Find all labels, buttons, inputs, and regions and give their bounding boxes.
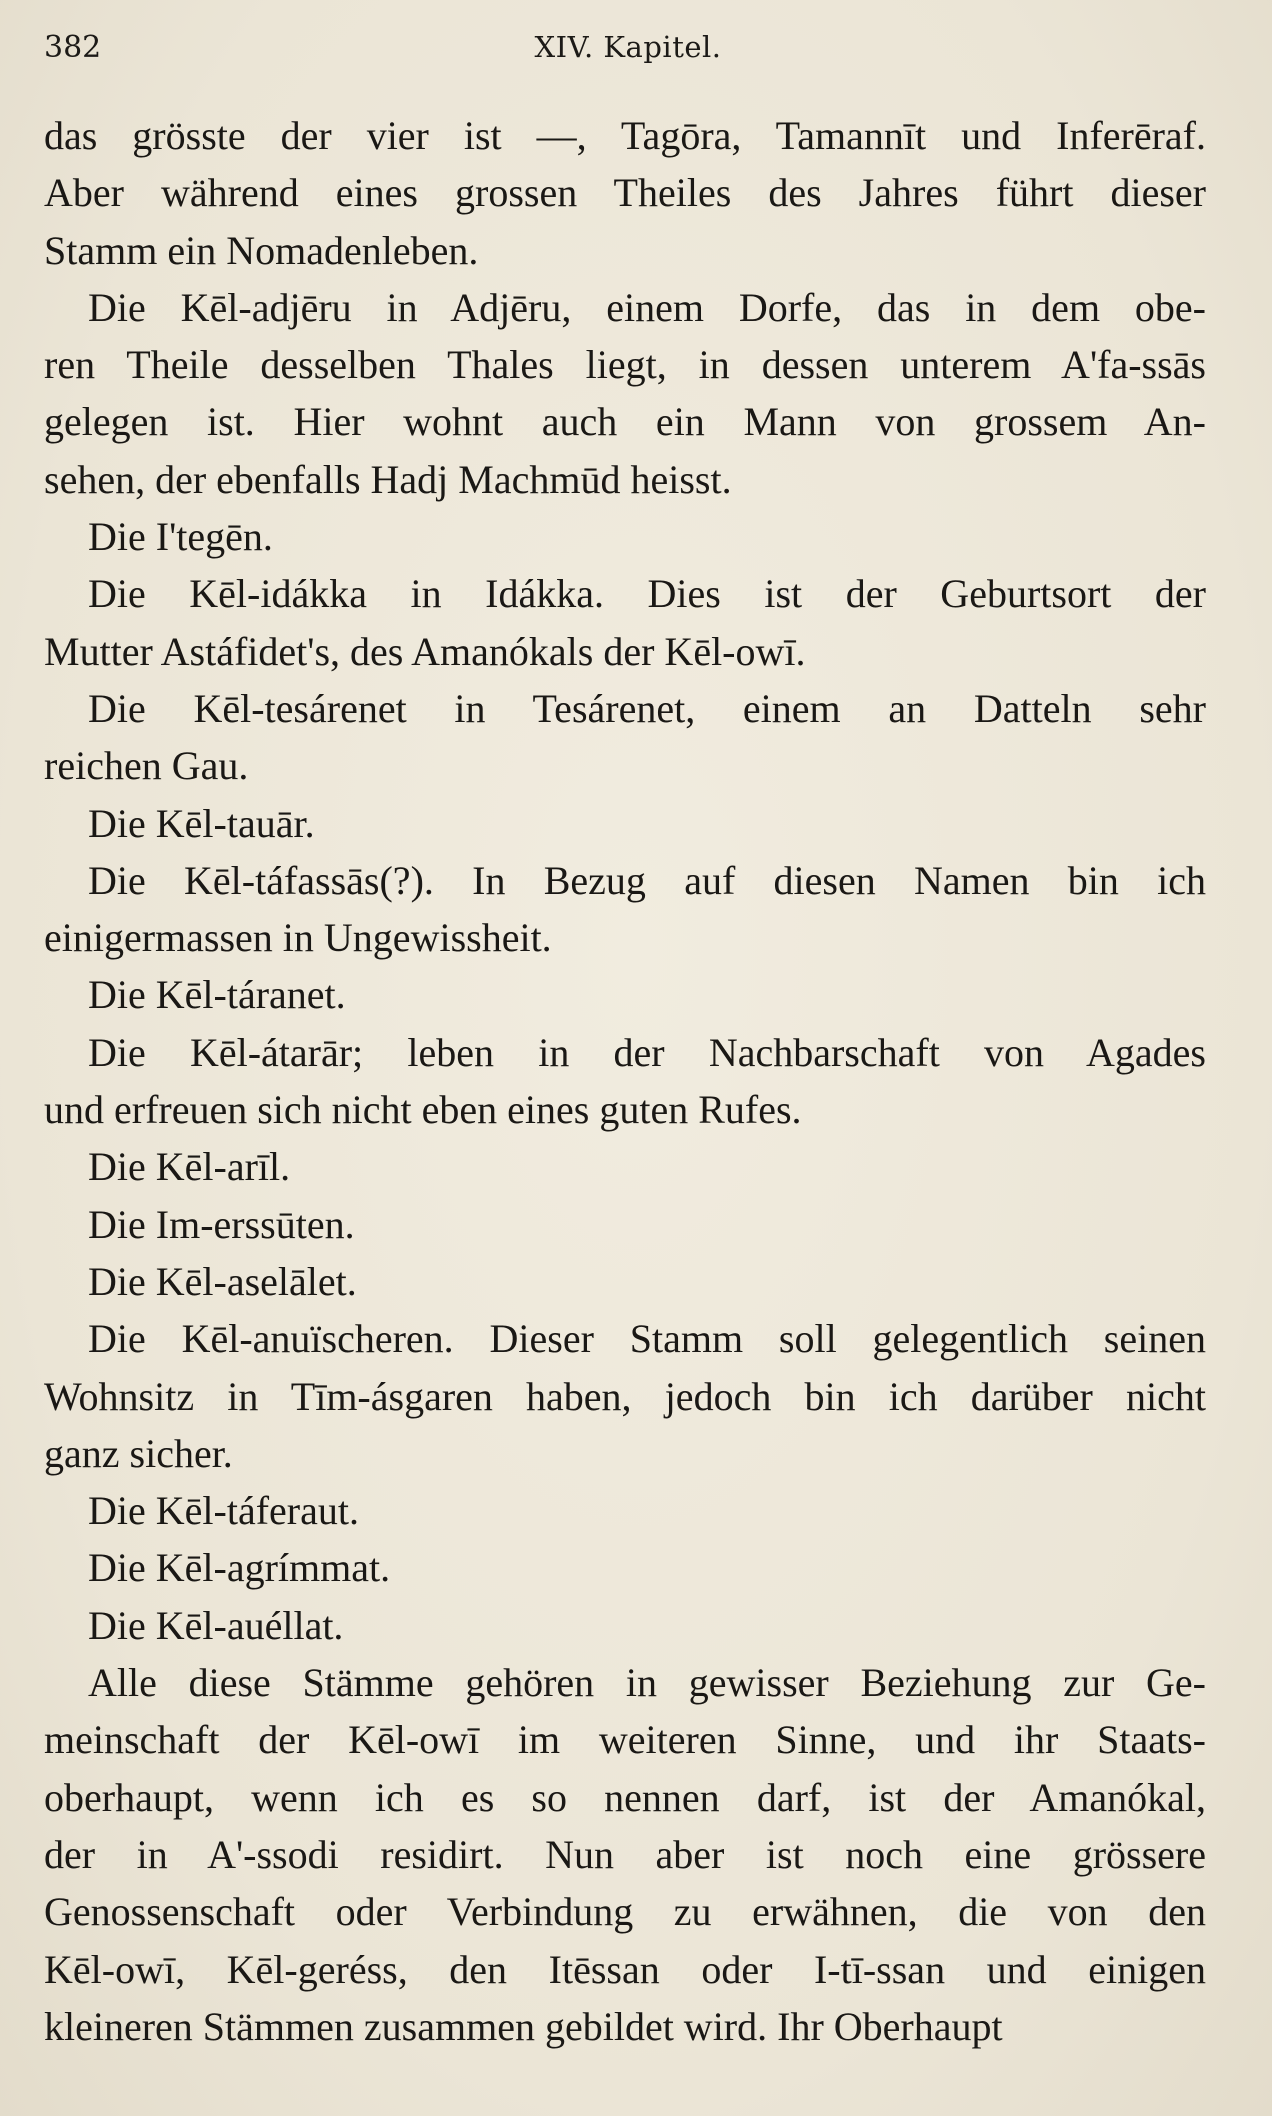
paragraph: [44, 1482, 1206, 1539]
text-line: Die Kēl-auéllat.: [88, 1602, 344, 1648]
text-line: Mutter Astáfidet's, des Amanókals der Kēl-owī.: [44, 628, 806, 674]
text-line: Die Kēl-adjēru in Adjēru, einem Dorfe, das in dem obe-: [88, 284, 1206, 330]
text-line: Die Kēl-táfassās(?). In Bezug auf diesen Namen bin ich: [88, 857, 1206, 903]
paragraph: [44, 1654, 1206, 2055]
paragraph: [44, 1253, 1206, 1310]
text-line: Die Kēl-tauār.: [88, 800, 315, 846]
paragraph: [44, 1024, 1206, 1139]
paragraph: [44, 1196, 1206, 1253]
text-line: Die I'tegēn.: [88, 514, 273, 560]
text-line: der in A'-ssodi residirt. Nun aber ist noch eine grössere: [44, 1831, 1206, 1877]
text-line: Kēl-owī, Kēl-geréss, den Itēssan oder I-tī-ssan und einigen: [44, 1946, 1206, 1992]
text-line: ganz sicher.: [44, 1430, 233, 1476]
text-line: und erfreuen sich nicht eben eines guten Rufes.: [44, 1087, 802, 1133]
text-line: meinschaft der Kēl-owī im weiteren Sinne, und ihr Staats-: [44, 1717, 1206, 1763]
running-head: XIV. Kapitel.: [534, 30, 722, 64]
text-line: Die Kēl-táranet.: [88, 972, 346, 1018]
text-line: Aber während eines grossen Theiles des Jahres führt dieser: [44, 170, 1206, 216]
text-line: das grösste der vier ist —, Tagōra, Tamannīt und Inferēraf.: [44, 113, 1206, 158]
page-number: 382: [44, 30, 102, 65]
text-line: Die Kēl-idákka in Idákka. Dies ist der Geburtsort der: [88, 571, 1206, 617]
text-line: gelegen ist. Hier wohnt auch ein Mann von grossem An-: [44, 399, 1206, 445]
text-line: Die Im-erssūten.: [88, 1201, 355, 1247]
continuation-paragraph: [44, 107, 1206, 279]
text-line: kleineren Stämmen zusammen gebildet wird. Ihr Oberhaupt: [44, 2003, 1003, 2049]
paragraph: [44, 508, 1206, 565]
paragraph: [44, 1310, 1206, 1482]
text-line: Alle diese Stämme gehören in gewisser Beziehung zur Ge-: [88, 1660, 1206, 1706]
paragraph: [44, 279, 1206, 508]
paragraph: [44, 1597, 1206, 1654]
text-line: Die Kēl-anuïscheren. Dieser Stamm soll gelegentlich seinen: [88, 1316, 1206, 1362]
text-line: Stamm ein Nomadenleben.: [44, 227, 479, 273]
text-line: Die Kēl-táferaut.: [88, 1488, 359, 1534]
text-line: Die Kēl-agrímmat.: [88, 1545, 391, 1591]
text-line: Die Kēl-arīl.: [88, 1144, 291, 1190]
text-line: Die Kēl-aselālet.: [88, 1258, 357, 1304]
body-text: [44, 107, 1206, 2055]
paragraph: [44, 966, 1206, 1023]
text-line: Genossenschaft oder Verbindung zu erwähnen, die von den: [44, 1889, 1206, 1935]
paragraph: [44, 852, 1206, 967]
paragraph: [44, 1138, 1206, 1195]
paragraph: [44, 795, 1206, 852]
text-line: sehen, der ebenfalls Hadj Machmūd heisst.: [44, 456, 732, 502]
text-line: ren Theile desselben Thales liegt, in dessen unterem A'fa-ssās: [44, 342, 1206, 388]
page-header: [44, 30, 1212, 80]
paragraph: [44, 680, 1206, 795]
text-line: einigermassen in Ungewissheit.: [44, 915, 552, 961]
text-line: Die Kēl-átarār; leben in der Nachbarschaft von Agades: [88, 1029, 1206, 1075]
paragraph: [44, 1539, 1206, 1596]
text-line: Die Kēl-tesárenet in Tesárenet, einem an Datteln sehr: [88, 685, 1206, 731]
text-line: Wohnsitz in Tīm-ásgaren haben, jedoch bin ich darüber nicht: [44, 1373, 1206, 1419]
text-line: oberhaupt, wenn ich es so nennen darf, ist der Amanókal,: [44, 1774, 1206, 1820]
text-line: reichen Gau.: [44, 743, 249, 789]
paragraph: [44, 565, 1206, 680]
